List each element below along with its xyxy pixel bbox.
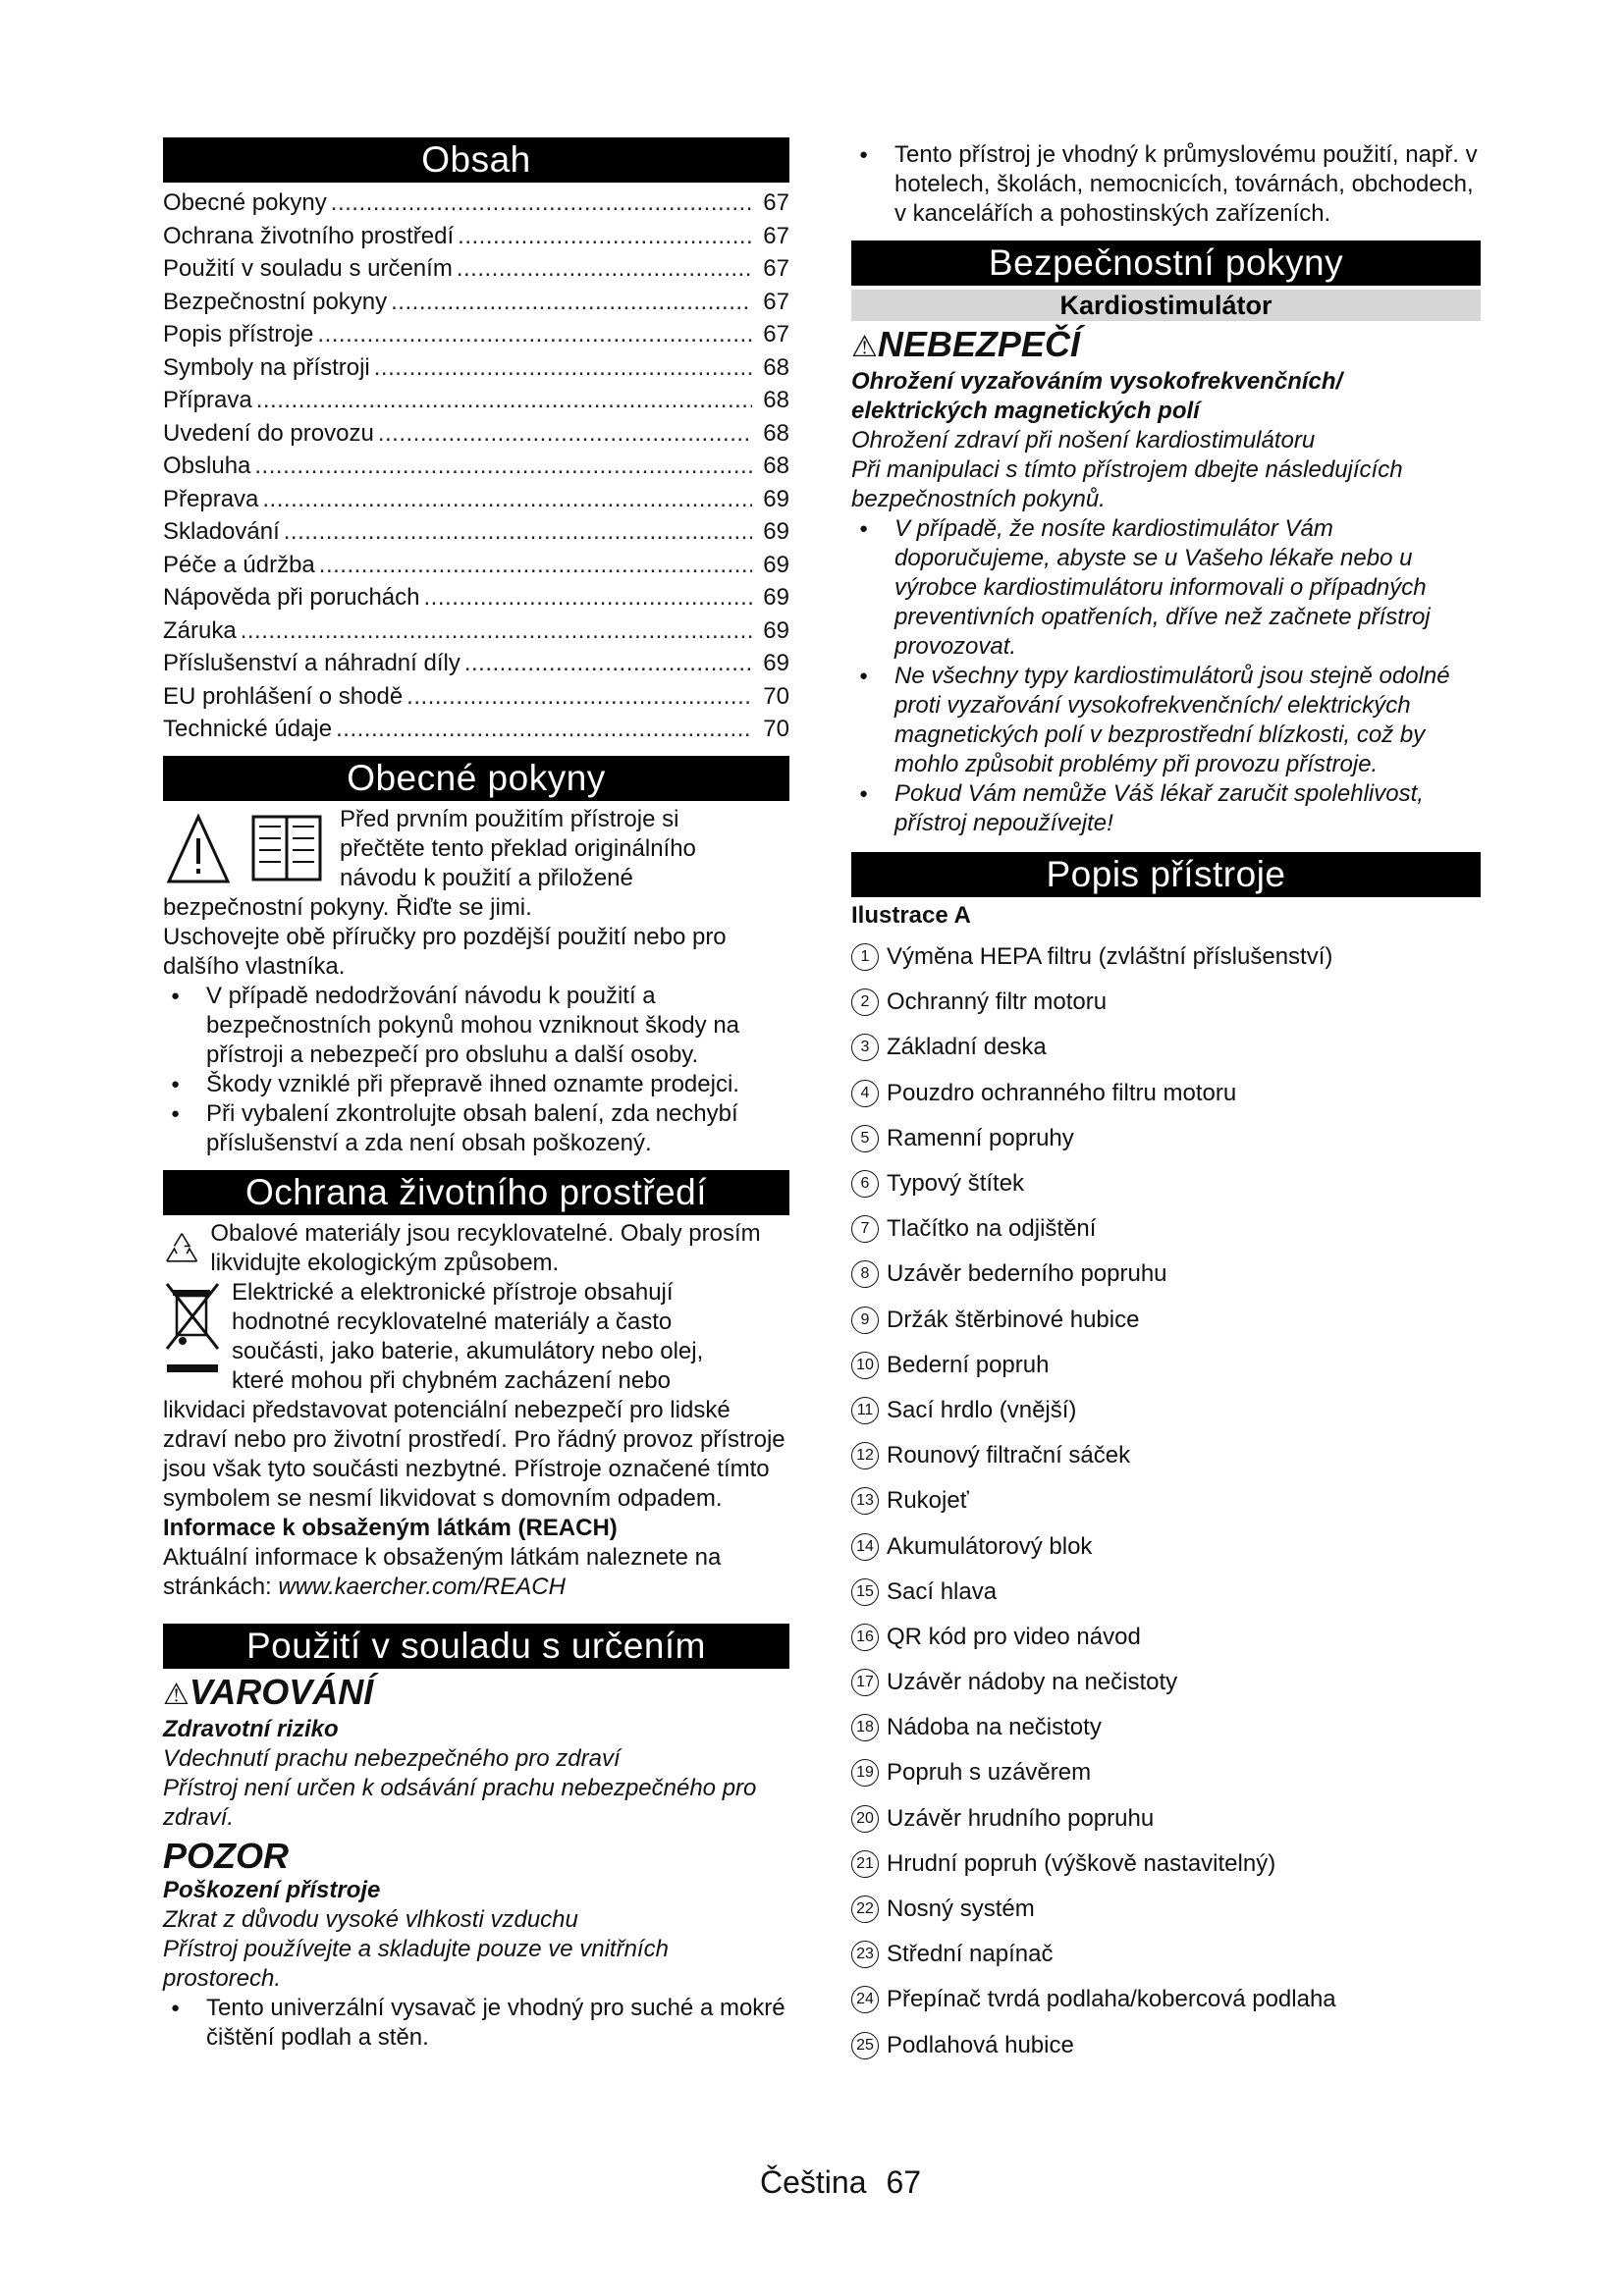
part-number-badge: 2 [851, 988, 879, 1016]
caution-subtitle: Poškození přístroje [163, 1876, 381, 1903]
toc-label: EU prohlášení o shodě [163, 682, 404, 710]
toc-row[interactable] [163, 680, 789, 714]
caution-label: POZOR [163, 1835, 290, 1876]
toc-page: 67 [763, 288, 789, 315]
general-intro-line: přečtěte tento překlad originálního [340, 834, 696, 862]
toc-leader [374, 351, 752, 385]
warning-line: Vdechnutí prachu nebezpečného pro zdraví [163, 1744, 621, 1772]
toc-label: Obsluha [163, 453, 251, 479]
toc-page: 69 [763, 551, 789, 578]
part-number-badge: 23 [851, 1941, 879, 1968]
caution-line: Přístroj používejte a skladujte pouze ve vnitřních prostorech. [163, 1935, 669, 1992]
part-item [851, 1298, 1481, 1343]
part-number-badge: 25 [851, 2032, 879, 2059]
safety-heading: Bezpečnostní pokyny [851, 240, 1481, 286]
warning-triangle-icon: ⚠ [163, 1678, 189, 1711]
part-label: Typový štítek [887, 1170, 1025, 1198]
caution-line: Zkrat z důvodu vysoké vlhkosti vzduchu [163, 1905, 578, 1933]
recycle-text: Obalové materiály jsou recyklovatelné. Obaly prosím likvidujte ekologickým způsobem. [210, 1219, 761, 1276]
list-item: ● Škody vzniklé při přepravě ihned oznamte prodejci. [163, 1070, 789, 1099]
part-item [851, 1025, 1481, 1070]
weee-line: které mohou při chybném zacházení nebo [232, 1366, 671, 1394]
toc-label: Příslušenství a náhradní díly [163, 650, 460, 676]
warning-line: Přístroj není určen k odsávání prachu nebezpečného pro zdraví. [163, 1774, 757, 1831]
weee-block [163, 1278, 789, 1396]
part-item [851, 1206, 1481, 1252]
part-label: Střední napínač [887, 1941, 1054, 1968]
weee-continued: likvidaci představovat potenciální nebezpečí pro lidské zdraví nebo pro životní prostředí. Pro řádný provoz přístroje jsou však tyto součásti nezbytné. Přístroje označené tímto symbolem se nesmí likvidovat s domovním odpadem. [163, 1396, 785, 1512]
toc-page: 69 [763, 584, 789, 611]
part-number-badge: 14 [851, 1533, 879, 1561]
part-number-badge: 1 [851, 943, 879, 971]
part-item [851, 1660, 1481, 1705]
general-keep-text: Uschovejte obě příručky pro pozdější použití nebo pro dalšího vlastníka. [163, 923, 727, 980]
general-intro-continued: bezpečnostní pokyny. Řiďte se jimi. [163, 893, 532, 921]
toc-label: Obecné pokyny [163, 189, 327, 216]
crossed-bin-icon [163, 1278, 222, 1396]
toc-label: Záruka [163, 616, 237, 644]
toc-leader [406, 680, 752, 714]
toc-row[interactable] [163, 450, 789, 483]
toc-row[interactable] [163, 614, 789, 648]
toc-label: Technické údaje [163, 716, 333, 742]
part-label: Tlačítko na odjištění [887, 1215, 1097, 1243]
toc-page: 67 [763, 189, 789, 216]
reach-title: Informace k obsaženým látkám (REACH) [163, 1514, 618, 1541]
toc-page: 67 [763, 255, 789, 282]
part-number-badge: 21 [851, 1850, 879, 1878]
list-item: ● Při vybalení zkontrolujte obsah balení, zda nechybí příslušenství a zda není obsah poškozený. [163, 1099, 789, 1158]
part-number-badge: 12 [851, 1442, 879, 1469]
safety-bullets [851, 514, 1481, 838]
warning-subtitle: Zdravotní riziko [163, 1715, 339, 1742]
parts-list [851, 934, 1481, 2068]
part-item [851, 2023, 1481, 2068]
toc-row[interactable] [163, 483, 789, 516]
right-column [851, 140, 1481, 2068]
toc-page: 68 [763, 453, 789, 479]
part-item [851, 1071, 1481, 1116]
left-column [163, 137, 789, 2053]
toc-leader [241, 614, 752, 648]
intended-use-bullets-continued [851, 140, 1481, 229]
page-footer [760, 2164, 941, 2201]
toc-heading: Obsah [163, 137, 789, 183]
part-label: Základní deska [887, 1034, 1047, 1061]
part-label: Výměna HEPA filtru (zvláštní příslušenství) [887, 943, 1333, 971]
toc-page: 68 [763, 387, 789, 413]
part-number-badge: 17 [851, 1669, 879, 1696]
toc-row[interactable] [163, 252, 789, 286]
toc-row[interactable] [163, 351, 789, 385]
toc-leader [319, 549, 752, 582]
toc-leader [317, 318, 752, 351]
toc-page: 67 [763, 321, 789, 347]
toc-leader [378, 417, 752, 451]
part-number-badge: 15 [851, 1578, 879, 1606]
part-number-badge: 8 [851, 1260, 879, 1288]
part-label: Držák štěrbinové hubice [887, 1306, 1140, 1333]
toc-page: 69 [763, 485, 789, 512]
part-number-badge: 24 [851, 1986, 879, 2013]
toc-leader [464, 647, 752, 680]
toc-row[interactable] [163, 647, 789, 680]
list-item: ● V případě nedodržování návodu k použití a bezpečnostních pokynů mohou vzniknout škody na přístroji a nebezpečí pro obsluhu a další osoby. [163, 982, 789, 1070]
part-label: Ramenní popruhy [887, 1124, 1074, 1151]
part-number-badge: 22 [851, 1896, 879, 1923]
part-label: Popruh s uzávěrem [887, 1759, 1092, 1787]
list-item: ● V případě, že nosíte kardiostimulátor Vám doporučujeme, abyste se u Vašeho lékaře nebo u výrobce kardiostimulátoru informovali o případných preventivních opatřeních, dříve než začnete přístroj provozovat. [851, 514, 1481, 662]
weee-line: hodnotné recyklovatelné materiály a často [232, 1308, 673, 1335]
toc-row[interactable] [163, 515, 789, 549]
toc-page: 69 [763, 650, 789, 676]
toc-row[interactable] [163, 417, 789, 451]
part-item [851, 1750, 1481, 1795]
part-item [851, 1570, 1481, 1615]
toc-label: Péče a údržba [163, 551, 315, 578]
intended-use-heading: Použití v souladu s určením [163, 1624, 789, 1669]
part-label: QR kód pro video návod [887, 1623, 1141, 1650]
part-label: Sací hlava [887, 1577, 998, 1605]
part-number-badge: 10 [851, 1352, 879, 1379]
danger-label: ⚠NEBEZPEČÍ [851, 324, 1080, 364]
part-item [851, 1842, 1481, 1887]
toc-leader [262, 483, 752, 516]
part-number-badge: 9 [851, 1307, 879, 1334]
part-label: Pouzdro ochranného filtru motoru [887, 1079, 1237, 1106]
toc-page: 68 [763, 353, 789, 381]
part-label: Hrudní popruh (výškově nastavitelný) [887, 1849, 1276, 1877]
toc-leader [424, 581, 752, 614]
toc-page: 69 [763, 518, 789, 545]
toc-label: Příprava [163, 387, 252, 413]
toc-label: Symboly na přístroji [163, 353, 370, 381]
toc-label: Nápověda při poruchách [163, 584, 420, 611]
part-item [851, 1523, 1481, 1569]
toc-page: 68 [763, 419, 789, 447]
toc-leader [256, 384, 752, 417]
warning-triangle-icon: ⚠ [851, 331, 878, 363]
footer-page-number: 67 [886, 2164, 922, 2200]
toc-leader [458, 220, 752, 253]
part-item [851, 1977, 1481, 2022]
part-item [851, 980, 1481, 1025]
general-intro-line: návodu k použití a přiložené [340, 864, 633, 891]
part-number-badge: 5 [851, 1125, 879, 1152]
intended-use-bullets [163, 1994, 789, 2053]
weee-line: součásti, jako baterie, akumulátory nebo olej, [232, 1337, 704, 1364]
toc-label: Skladování [163, 518, 280, 545]
toc-label: Bezpečnostní pokyny [163, 288, 388, 315]
list-item: ● Ne všechny typy kardiostimulátorů jsou stejně odolné proti vyzařování vysokofrekvenčních/ elektrických magnetických polí v bezprostřední blízkosti, což by mohlo způsobit problémy při provozu přístroje. [851, 662, 1481, 779]
toc-row[interactable] [163, 713, 789, 746]
list-item: ● Tento univerzální vysavač je vhodný pro suché a mokré čištění podlah a stěn. [163, 1994, 789, 2053]
toc-leader [254, 450, 752, 483]
part-label: Nádoba na nečistoty [887, 1714, 1102, 1741]
toc-row[interactable] [163, 581, 789, 614]
toc-row[interactable] [163, 286, 789, 319]
toc-page: 69 [763, 616, 789, 644]
toc-leader [391, 286, 752, 319]
part-label: Akumulátorový blok [887, 1532, 1093, 1560]
part-number-badge: 13 [851, 1487, 879, 1515]
part-item [851, 1478, 1481, 1523]
toc-label: Přeprava [163, 485, 259, 512]
part-number-badge: 16 [851, 1624, 879, 1651]
illustration-label: Ilustrace A [851, 902, 971, 929]
part-number-badge: 19 [851, 1759, 879, 1787]
part-number-badge: 6 [851, 1170, 879, 1198]
toc-row[interactable] [163, 549, 789, 582]
part-label: Rukojeť [887, 1487, 969, 1515]
part-item [851, 1116, 1481, 1161]
part-item [851, 1388, 1481, 1433]
part-label: Přepínač tvrdá podlaha/kobercová podlaha [887, 1986, 1336, 2013]
environment-heading: Ochrana životního prostředí [163, 1170, 789, 1215]
part-item [851, 1252, 1481, 1297]
recycle-block [163, 1219, 789, 1278]
part-item [851, 1343, 1481, 1388]
toc-row[interactable] [163, 187, 789, 220]
part-item [851, 1705, 1481, 1750]
toc-leader [284, 515, 752, 549]
part-label: Uzávěr nádoby na nečistoty [887, 1669, 1178, 1696]
recycle-icon [163, 1219, 200, 1278]
part-label: Uzávěr hrudního popruhu [887, 1804, 1155, 1832]
danger-line: Ohrožení zdraví při nošení kardiostimulátoru [851, 427, 1316, 454]
list-item: ● Tento přístroj je vhodný k průmyslovému použití, např. v hotelech, školách, nemocnicích, továrnách, obchodech, v kancelářích a pohostinských zařízeních. [851, 140, 1481, 229]
part-item [851, 1615, 1481, 1660]
general-intro [163, 805, 789, 893]
danger-subtitle: Ohrožení vyzařováním vysokofrekvenčních/ elektrických magnetických polí [851, 368, 1343, 424]
toc-leader [336, 713, 752, 746]
safety-subheading: Kardiostimulátor [851, 290, 1481, 321]
toc-page: 67 [763, 222, 789, 249]
part-number-badge: 11 [851, 1397, 879, 1424]
toc-row[interactable] [163, 220, 789, 253]
part-number-badge: 3 [851, 1034, 879, 1061]
part-item [851, 1796, 1481, 1842]
toc-row[interactable] [163, 384, 789, 417]
part-label: Ochranný filtr motoru [887, 988, 1108, 1016]
toc-label: Uvedení do provozu [163, 419, 374, 447]
part-label: Sací hrdlo (vnější) [887, 1396, 1077, 1423]
warning-label: ⚠VAROVÁNÍ [163, 1671, 374, 1712]
part-number-badge: 18 [851, 1714, 879, 1741]
part-item [851, 1433, 1481, 1478]
toc-list [163, 187, 789, 746]
toc-leader [331, 187, 752, 220]
part-number-badge: 4 [851, 1080, 879, 1107]
warning-manual-icon [163, 805, 330, 893]
part-item [851, 934, 1481, 980]
part-number-badge: 7 [851, 1215, 879, 1243]
general-bullets [163, 982, 789, 1158]
footer-language: Čeština [760, 2164, 867, 2200]
toc-label: Ochrana životního prostředí [163, 222, 455, 249]
toc-page: 70 [763, 682, 789, 710]
general-heading: Obecné pokyny [163, 756, 789, 801]
toc-label: Použití v souladu s určením [163, 255, 453, 282]
device-heading: Popis přístroje [851, 852, 1481, 897]
toc-label: Popis přístroje [163, 321, 314, 347]
toc-leader [457, 252, 752, 286]
part-item [851, 1887, 1481, 1932]
part-item [851, 1932, 1481, 1977]
part-item [851, 1161, 1481, 1206]
list-item: ● Pokud Vám nemůže Váš lékař zaručit spolehlivost, přístroj nepoužívejte! [851, 779, 1481, 838]
toc-page: 70 [763, 716, 789, 742]
part-label: Uzávěr bederního popruhu [887, 1260, 1167, 1288]
toc-row[interactable] [163, 318, 789, 351]
general-intro-line: Před prvním použitím přístroje si [340, 805, 679, 832]
part-number-badge: 20 [851, 1805, 879, 1833]
weee-line: Elektrické a elektronické přístroje obsahují [232, 1278, 674, 1306]
danger-line: Při manipulaci s tímto přístrojem dbejte následujících bezpečnostních pokynů. [851, 456, 1403, 512]
part-label: Nosný systém [887, 1896, 1035, 1923]
reach-url[interactable]: www.kaercher.com/REACH [278, 1573, 566, 1600]
part-label: Podlahová hubice [887, 2031, 1074, 2058]
reach-text: Aktuální informace k obsaženým látkám naleznete na stránkách: www.kaercher.com/REACH [163, 1543, 722, 1600]
part-label: Rounový filtrační sáček [887, 1442, 1131, 1469]
part-label: Bederní popruh [887, 1351, 1050, 1378]
